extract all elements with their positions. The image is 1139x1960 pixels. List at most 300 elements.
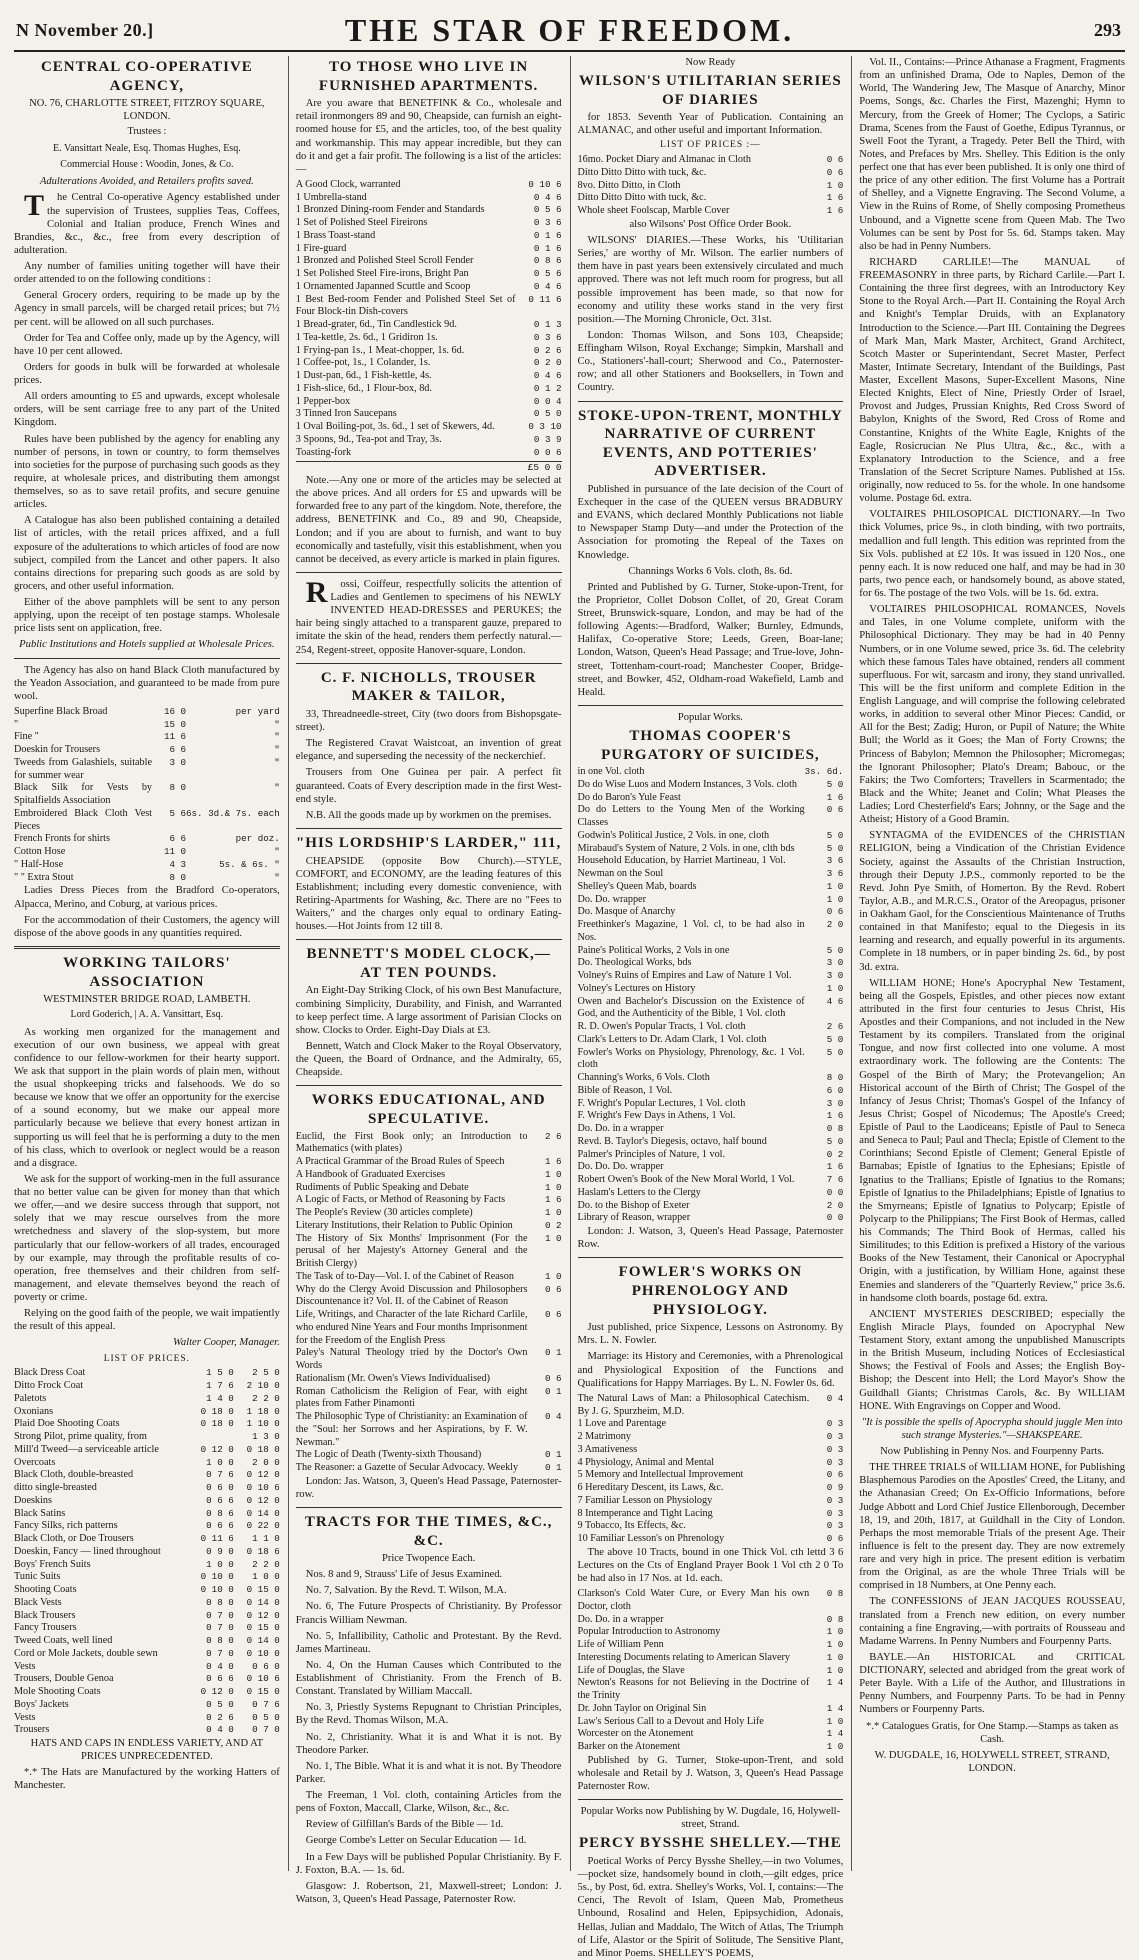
item-name: The Philosophic Type of Christianity: an Examination of the "Soul: her Sorrows and her Aspirations, by F. W. Newman." bbox=[295, 1411, 528, 1448]
item-price: 0 3 bbox=[826, 1507, 844, 1519]
wilson-para: London: Thomas Wilson, and Sons 103, Cheapside; Effingham Wilson, Royal Exchange; Simpkin, Marshall and Co., Stationers'-hall-court; Sherwood and Co., Paternoster-row; and all other Stationers and Booksellers, in Town and Country. bbox=[577, 329, 844, 394]
item-name: Haslam's Letters to the Clergy bbox=[577, 1186, 701, 1198]
item-name: Dr. John Taylor on Original Sin bbox=[577, 1702, 707, 1714]
item-name: 2 Matrimony bbox=[577, 1431, 631, 1443]
item-price: 0 2 6 bbox=[206, 1711, 234, 1723]
item-price: 0 1 bbox=[544, 1449, 562, 1461]
table-row bbox=[14, 1418, 280, 1431]
item-name: Library of Reason, wrapper bbox=[577, 1212, 691, 1224]
list-item: No. 4, On the Human Causes which Contributed to the Establishment of Christianity. From the French of B. Constant. Translated by William Maccall. bbox=[295, 1659, 562, 1698]
item-price: 2 5 0 bbox=[252, 1367, 280, 1379]
stoke-para: Channings Works 6 Vols. cloth, 8s. 6d. bbox=[628, 565, 793, 577]
table-row bbox=[578, 855, 844, 868]
coop-heading: CENTRAL CO-OPERATIVE AGENCY, bbox=[40, 59, 253, 94]
dugdale-para: Vol. II., Contains:—Prince Athanase a Fragment, Fragments from an unfinished Drama, Ode to Naples, Demon of the World, The Wandering Jew, The Masque of Anarchy, Minor Poems, Songs, &c. Charles the First, Mazenghi; Hymn to Mercury, from the Greek of Homer; The Cyclops, a Satiric Drama, Scenes from the Faust of Goethe, Edipus Tyrannus, or Swell Foot the Tyrant, a Tragedy. Peter Bell the Third, with Notes, and Prefaces by Mrs. Shelley. This Edition is the only perfect one that has ever been published. It is only one third of the price of any other edition. The first Volume has a Portrait of Shelley, and a Vignette Engraving. The Second Volume, a View in the Ruins of Rome, of Shelly composing Prometheus Unbound, and a Vignette scene from Queen Mab. The Two Volumes can be sent by Post for 5s. 6d. Stamps taken. May also be had in Penny Numbers. bbox=[859, 57, 1125, 252]
dugdale-para: RICHARD CARLILE!—The MANUAL of FREEMASONRY in three parts, by Richard Carlile.—Part I. Containing the three first degrees, with an Introductory Key Stone to the Royal Arch.—Part II. Containing the Royal Arch and Knight's Templar Druids, with an Explanatory Introduction to the Science.—Part III. Containing the Degrees of Mark Man, Mark Master, Architect, Grand Architect, Scotch Master or Superintendant, Secret Master, Perfect Master, Intimate Secretary, Intendant of the Buildings, Past Master, Excellent Masons, Super-Excellent Masons, Nine Elected Knights, Elect of Nine, Priestly Order of Israel, Provost and Judges, Prussian Knights, Red Cross Sword of Babylon, Knights of the Sword, Red Cross of Rome and Constantine, Knights of the White Eagle, Knights of the Eagle, Rosicrucian Ne Plus Ultra, &c., &c., with a Explanatory Introduction to the Science, and a free Translation of the Secret Scripture Names. Published at 15s. originally, now reduced to 5s. for the whole. In one handsome volume. Postage 6d. extra. bbox=[859, 256, 1125, 505]
table-row bbox=[296, 1233, 562, 1271]
item-price: 3s. 6d. bbox=[804, 766, 844, 778]
item-price: 0 6 bbox=[826, 906, 844, 918]
item-name: Black Cloth, or Doe Trousers bbox=[14, 1533, 134, 1545]
table-row bbox=[14, 1673, 280, 1686]
item-price: " bbox=[274, 731, 280, 743]
item-price: 6 6 bbox=[169, 744, 187, 756]
item-price: 0 8 0 bbox=[206, 1635, 234, 1647]
item-price: 0 2 bbox=[826, 1148, 844, 1160]
item-price: 0 2 0 bbox=[533, 357, 562, 369]
item-name: Overcoats bbox=[14, 1456, 56, 1468]
item-name: Shooting Coats bbox=[14, 1584, 77, 1596]
item-name: Do do Baron's Yule Feast bbox=[577, 791, 681, 803]
item-price: 16 0 bbox=[163, 705, 187, 717]
item-price: 0 0 bbox=[826, 1186, 844, 1198]
stoke-para: Printed and Published by G. Turner, Stoke-upon-Trent, for the Proprietor, Collet Dobson Collet, of 20, Great Coram Street, Brunswick-square, London, and may be had of the following Agents:—Bradford, Walker; Burnley, Edmunds, Halifax, Co-operative Store; Leeds, Green, Boar-lane; London, Watson, Queen's Head Passage; and True-love, John-street, Tottenham-court-road; Manchester Cooper, Bridge-street, and Bowker, 452, Oldham-road Wakefield, Lamb and Heald. bbox=[577, 581, 844, 698]
dugdale-para: VOLTAIRES PHILOSOPHICAL ROMANCES, Novels and Tales, in one Volume complete, uniform with the Philosophical Dictionary. They may be had in 40 Penny Numbers, or in one Volume sewed, price 3s. 6d. The celebrity which these famous Tales have obtained, renders all comment superfluous. For wit, sarcasm and irony, they stand unrivalled. This will be the first uniform and complete Edition in the English Language, and will comprise the following celebrated works, in addition to several other Minor Pieces: Candid, or All for the Best; Zadig; Huron, or Pupil of Nature; the White Bull; the World as it Goes; the Man of Forty Crowns; the Princess of Babylon; Memnon the Philosopher; Micromegas; the Ignorant Philosopher; Plato's Dream; Babouc, or the Fakirs; the Two Comforters; Travellers in Scarmentado; the Black and the White; Jeanet and Colin; What Pleases the Ladies; Lord Chesterfield's Ears; Johnny, or the Sage and the Atheist; History of a Good Bramin. bbox=[859, 604, 1125, 826]
item-name: The History of Six Months' Imprisonment (For the perusal of her Majesty's Attorney General and the British Clergy) bbox=[295, 1232, 528, 1269]
table-row bbox=[578, 154, 844, 167]
table-row bbox=[578, 894, 844, 907]
item-price: 6 6 bbox=[169, 833, 187, 845]
item-price: 0 14 0 bbox=[246, 1596, 280, 1608]
item-name: Vests bbox=[14, 1660, 36, 1672]
item-price: 8 0 bbox=[169, 871, 187, 883]
item-price: 0 14 0 bbox=[246, 1635, 280, 1647]
item-price: 1 0 bbox=[826, 1651, 844, 1663]
item-name: A Logic of Facts, or Method of Reasoning by Facts bbox=[295, 1194, 506, 1206]
item-name: 8 Intemperance and Tight Lacing bbox=[577, 1507, 713, 1519]
item-price: 2 0 0 bbox=[252, 1456, 280, 1468]
item-price: 1 0 bbox=[544, 1207, 562, 1218]
tracts-list bbox=[296, 1568, 562, 1786]
item-name: Popular Introduction to Astronomy bbox=[577, 1626, 721, 1638]
table-row bbox=[14, 757, 280, 783]
coop-para: Orders for goods in bulk will be forwarded at wholesale prices. bbox=[14, 361, 280, 387]
table-row bbox=[14, 1635, 280, 1648]
table-row bbox=[578, 1149, 844, 1162]
item-price: 0 8 bbox=[826, 1123, 844, 1135]
item-price: 0 7 6 bbox=[206, 1469, 234, 1481]
item-name: F. Wright's Popular Lectures, 1 Vol. cloth bbox=[577, 1097, 746, 1109]
item-price: 0 5 0 bbox=[252, 1711, 280, 1723]
table-row bbox=[14, 731, 280, 744]
item-name: Newman on the Soul bbox=[577, 868, 664, 880]
item-name: 1 Bronzed Dining-room Fender and Standards bbox=[295, 204, 485, 216]
item-name: Cord or Mole Jackets, double sewn bbox=[14, 1647, 158, 1659]
item-price: 1 6 bbox=[544, 1194, 562, 1206]
item-price: 0 8 0 bbox=[206, 1596, 234, 1608]
table-row bbox=[578, 192, 844, 205]
table-row bbox=[578, 919, 844, 945]
table-row bbox=[296, 1309, 562, 1347]
item-price: 0 4 bbox=[826, 1392, 844, 1404]
coop-para: All orders amounting to £5 and upwards, except wholesale orders, will be sent carriage free to any part of the United Kingdom. bbox=[14, 391, 280, 429]
item-name: Tunic Suits bbox=[14, 1571, 61, 1583]
item-price: 1 5 0 bbox=[206, 1367, 234, 1379]
item-price: 1 0 bbox=[826, 880, 844, 892]
dugdale-address: W. DUGDALE, 16, HOLYWELL STREET, STRAND, LONDON. bbox=[874, 1749, 1110, 1774]
item-price: 1 4 bbox=[826, 1702, 844, 1714]
table-row bbox=[296, 192, 562, 205]
table-row bbox=[14, 846, 280, 859]
item-price: per doz. bbox=[235, 833, 280, 845]
table-row bbox=[296, 345, 562, 358]
cloth-para: For the accommodation of their Customers, the agency will dispose of the above goods in any quantities required. bbox=[14, 914, 280, 939]
table-row bbox=[578, 1495, 844, 1508]
table-row bbox=[578, 766, 844, 779]
furnish-para: Are you aware that BENETFINK & Co., wholesale and retail ironmongers 89 and 90, Cheapside, can furnish an eight-roomed house for £5, and the articles, too, of the best quality and workmanship. This may appear incredible, but they can do it and get a fair profit. The following is a list of the articles:— bbox=[295, 98, 562, 175]
table-row bbox=[296, 255, 562, 268]
fowler-footer: Published by G. Turner, Stoke-upon-Trent, and sold wholesale and Retail by J. Watson, 3, Queen's Head Passage Paternoster Row. bbox=[577, 1754, 844, 1793]
item-name: Oxonians bbox=[14, 1405, 54, 1417]
item-price: 0 4 6 bbox=[533, 280, 562, 292]
tailors-heading: WORKING TAILORS' ASSOCIATION bbox=[63, 954, 231, 990]
item-price: 0 2 6 bbox=[533, 344, 562, 356]
stoke-heading: STOKE-UPON-TRENT, MONTHLY NARRATIVE OF CURRENT EVENTS, AND POTTERIES' ADVERTISER. bbox=[577, 407, 843, 480]
item-price: 0 15 0 bbox=[246, 1686, 280, 1698]
item-name: Barker on the Atonement bbox=[577, 1741, 681, 1753]
item-price: 1 10 0 bbox=[246, 1418, 280, 1430]
item-name: Interesting Documents relating to American Slavery bbox=[577, 1651, 790, 1663]
item-price: 4 3 bbox=[169, 858, 187, 870]
table-row bbox=[14, 1380, 280, 1393]
item-price: 0 7 0 bbox=[206, 1622, 234, 1634]
item-price: 0 22 0 bbox=[246, 1520, 280, 1532]
item-name: 5 Memory and Intellectual Improvement bbox=[577, 1469, 744, 1481]
fowler-list-2 bbox=[578, 1588, 844, 1754]
item-price: " bbox=[274, 744, 280, 756]
table-row bbox=[578, 906, 844, 919]
item-price: 0 8 6 bbox=[206, 1507, 234, 1519]
wilson-para: for 1853. Seventh Year of Publication. Containing an ALMANAC, and other useful and important Information. bbox=[577, 112, 844, 137]
column-2 bbox=[288, 56, 562, 1905]
item-name: F. Wright's Few Days in Athens, 1 Vol. bbox=[577, 1110, 736, 1122]
item-name: Do. Do. in a wrapper bbox=[577, 1123, 664, 1135]
nicholls-para: N.B. All the goods made up by workmen on the premises. bbox=[305, 809, 552, 821]
table-row bbox=[578, 1444, 844, 1457]
bennett-para: Bennett, Watch and Clock Maker to the Royal Observatory, the Queen, the Board of Ordnance, and the Admiralty, 65, Cheapside. bbox=[295, 1040, 562, 1079]
list-item: No. 1, The Bible. What it is and what it is not. By Theodore Parker. bbox=[295, 1760, 562, 1785]
item-name: " bbox=[14, 718, 19, 730]
furnish-price-table bbox=[296, 179, 562, 460]
list-item: No. 2, Christianity. What it is and What it is not. By Theodore Parker. bbox=[295, 1731, 562, 1756]
divider bbox=[578, 1799, 844, 1800]
table-row bbox=[14, 1584, 280, 1597]
item-price: 0 4 0 bbox=[206, 1724, 234, 1736]
item-price: 1 0 bbox=[544, 1270, 562, 1282]
table-row bbox=[14, 1686, 280, 1699]
item-price: 0 3 bbox=[826, 1456, 844, 1468]
item-price: 0 5 6 bbox=[533, 268, 562, 280]
table-row bbox=[578, 945, 844, 958]
table-row bbox=[14, 719, 280, 732]
table-row bbox=[578, 1072, 844, 1085]
divider bbox=[296, 1085, 562, 1086]
table-row bbox=[14, 782, 280, 808]
item-name: Black Trousers bbox=[14, 1609, 76, 1621]
table-row bbox=[14, 1520, 280, 1533]
item-price: 1 0 bbox=[826, 1664, 844, 1676]
table-row bbox=[578, 1482, 844, 1495]
table-row bbox=[296, 1386, 562, 1412]
coop-public-note: Public Institutions and Hotels supplied at Wholesale Prices. bbox=[19, 639, 275, 651]
furnish-total: £5 0 0 bbox=[296, 461, 562, 474]
item-name: The People's Review (30 articles complete) bbox=[295, 1207, 473, 1218]
item-name: 1 Oval Boiling-pot, 3s. 6d., 1 set of Skewers, 4d. bbox=[295, 421, 495, 433]
item-price: 0 2 bbox=[544, 1219, 562, 1231]
item-name: Fancy Silks, rich patterns bbox=[14, 1520, 118, 1532]
table-row bbox=[296, 230, 562, 243]
table-row bbox=[14, 1393, 280, 1406]
item-price: 0 15 0 bbox=[246, 1584, 280, 1596]
item-price: 11 0 bbox=[163, 846, 187, 858]
item-price: 0 4 6 bbox=[533, 370, 562, 382]
table-row bbox=[578, 205, 844, 218]
table-row bbox=[578, 1508, 844, 1521]
tracts-subheading: Price Twopence Each. bbox=[382, 1553, 476, 1565]
table-row bbox=[296, 1207, 562, 1220]
item-name: Vests bbox=[14, 1711, 36, 1723]
item-name: Why do the Clergy Avoid Discussion and Philosophers Discountenance it? Vol. II. of the Cabinet of Reason bbox=[295, 1283, 528, 1308]
divider bbox=[296, 663, 562, 664]
table-row bbox=[296, 1182, 562, 1195]
item-name: 1 Umbrella-stand bbox=[295, 191, 367, 203]
item-name: 1 Best Bed-room Fender and Polished Steel Set of Four Block-tin Dish-covers bbox=[295, 293, 516, 318]
item-price: 7 6 bbox=[826, 1174, 844, 1186]
item-price: 0 10 6 bbox=[246, 1673, 280, 1685]
item-price: " bbox=[274, 871, 280, 883]
item-price: 0 6 6 bbox=[206, 1673, 234, 1685]
item-price: 2 0 bbox=[826, 1199, 844, 1211]
item-name: ditto single-breasted bbox=[14, 1482, 97, 1494]
item-name: Ditto Ditto Ditto with tuck, &c. bbox=[577, 192, 707, 204]
dugdale-label: Popular Works now Publishing by W. Dugdale, 16, Holywell-street, Strand. bbox=[580, 1806, 841, 1831]
table-row bbox=[296, 1373, 562, 1386]
table-row bbox=[578, 167, 844, 180]
coop-trustees: E. Vansittart Neale, Esq. Thomas Hughes, Esq. bbox=[53, 142, 241, 154]
table-row bbox=[296, 1194, 562, 1207]
table-row bbox=[578, 1652, 844, 1665]
bennett-heading: BENNETT'S MODEL CLOCK,—AT TEN POUNDS. bbox=[306, 946, 551, 981]
nicholls-para: 33, Threadneedle-street, City (two doors from Bishopsgate-street). bbox=[295, 708, 562, 734]
item-name: 1 Coffee-pot, 1s., 1 Colander, 1s. bbox=[295, 357, 431, 369]
item-name: Superfine Black Broad bbox=[14, 705, 108, 717]
coop-motto: Adulterations Avoided, and Retailers profits saved. bbox=[39, 176, 254, 188]
wilson-para: WILSONS' DIARIES.—These Works, his 'Utilitarian Series,' are worthy of Mr. Wilson. The earlier numbers of them have in past years been extensively circulated and much approved. There was not left much room for progress, but all possible improvement has been made, so that now for economy and utility these works stand in the very first position.—The Morning Chronicle, Oct. 31st. bbox=[577, 235, 844, 325]
table-row bbox=[578, 1098, 844, 1111]
item-name: Ditto Ditto Ditto with tuck, &c. bbox=[577, 166, 707, 178]
table-row bbox=[296, 1284, 562, 1310]
table-row bbox=[296, 408, 562, 421]
item-name: Paletots bbox=[14, 1392, 47, 1404]
item-price: 5 0 bbox=[826, 944, 844, 956]
list-item: No. 7, Salvation. By the Revd. T. Wilson, M.A. bbox=[305, 1585, 507, 1597]
list-item: No. 5, Infallibility, Catholic and Protestant. By the Revd. James Martineau. bbox=[295, 1630, 562, 1655]
table-row bbox=[14, 1712, 280, 1725]
coop-para: Rules have been published by the agency for enabling any number of persons, in town or country, to form themselves into societies for the purpose of purchasing such goods as they require, at wholesale prices, and distributing them amongst themselves, so as to save retail profits, and secure genuine articles. bbox=[14, 433, 280, 511]
item-price: 1 6 bbox=[826, 192, 844, 204]
item-name: Clarkson's Cold Water Cure, or Every Man his own Doctor, cloth bbox=[577, 1588, 810, 1612]
item-price: 2 10 0 bbox=[246, 1380, 280, 1392]
columns bbox=[14, 56, 1125, 1959]
item-name: 3 Amativeness bbox=[577, 1443, 638, 1455]
works-list bbox=[296, 1131, 562, 1475]
item-price: " bbox=[274, 718, 280, 730]
table-row bbox=[296, 396, 562, 409]
item-price: 1 3 0 bbox=[252, 1431, 280, 1443]
coop-para: Order for Tea and Coffee only, made up by the Agency, will have 10 per cent allowed. bbox=[14, 332, 280, 357]
divider bbox=[14, 946, 280, 949]
table-row bbox=[578, 843, 844, 856]
dugdale-para: The CONFESSIONS of JEAN JACQUES ROUSSEAU, translated from a French new edition, on every number containing a fine Engraving,—with portraits of Rousseau and Madame Warrens. In Penny Numbers and Fourpenny Parts. bbox=[859, 1596, 1125, 1647]
item-price: 0 4 6 bbox=[533, 191, 562, 203]
item-name: Worcester on the Atonement bbox=[577, 1728, 694, 1740]
dugdale-quote: "It is possible the spells of Apocrypha should juggle Men into such strange Mysteries."—SHAKSPEARE. bbox=[861, 1416, 1123, 1441]
larder-heading: "HIS LORDSHIP'S LARDER," 111, bbox=[295, 834, 562, 851]
coop-para: Either of the above pamphlets will be sent to any person applying, upon the receipt of ten postage stamps. Wholesale price lists sent on application, free. bbox=[14, 597, 280, 635]
item-price: 0 6 bbox=[544, 1283, 562, 1295]
table-row bbox=[578, 996, 844, 1022]
item-price: 1 6 bbox=[826, 1110, 844, 1122]
item-price: 1 0 bbox=[544, 1168, 562, 1180]
cloth-para: The Agency has also on hand Black Cloth manufactured by the Yeadon Association, and guaranteed to be made from pure wool. bbox=[14, 664, 280, 702]
item-price bbox=[188, 1431, 234, 1444]
item-name: Roman Catholicism the Religion of Fear, with eight plates from Father Pinamonti bbox=[295, 1385, 528, 1410]
item-name: Strong Pilot, prime quality, from bbox=[14, 1431, 147, 1443]
item-name: 3 Spoons, 9d., Tea-pot and Tray, 3s. bbox=[295, 433, 442, 445]
item-price: 1 0 bbox=[544, 1181, 562, 1193]
item-price: 1 0 0 bbox=[252, 1571, 280, 1583]
table-row bbox=[14, 706, 280, 719]
item-price: 0 7 0 bbox=[252, 1724, 280, 1736]
item-price: 2 6 bbox=[826, 1021, 844, 1033]
list-item: Nos. 8 and 9, Strauss' Life of Jesus Examined. bbox=[305, 1569, 503, 1581]
table-row bbox=[578, 1110, 844, 1123]
shelley-para: Poetical Works of Percy Bysshe Shelley,—in two Volumes,—pocket size, handsomely bound in cloth,—gilt edges, price 5s., by Post, 6d. extra. Shelley's Works, Vol. I, contains:—The Cenci, The Revolt of Islam, Queen Mab, Prometheus Unbound, Rosalind and Helen, Epipsychidion, Adonais, Hellas, Julian and Maddalo, The Witch of Atlas, The Triumph of Life, Alastor or the Spirit of Solitude, The Sensitive Plant, and Minor Poems. SHELLEY'S POEMS, bbox=[577, 1855, 844, 1959]
item-price: 5 0 bbox=[826, 1033, 844, 1045]
item-price: per yard bbox=[235, 705, 280, 717]
table-row bbox=[296, 421, 562, 434]
item-price: 0 1 bbox=[544, 1385, 562, 1397]
rossi-advert: Rossi, Coiffeur, respectfully solicits the attention of Ladies and Gentlemen to specimens of his NEWLY INVENTED HEAD-DRESSES and PERUKES; the hair being singly attached to a transparent gauze, prepared to imitate the skin of the head, renders them perfectly natural.—254, Regent-street, opposite Hanover-square, London. bbox=[295, 575, 562, 656]
item-name: Fine " bbox=[14, 731, 39, 743]
item-name: Tweeds from Galashiels, suitable for summer wear bbox=[14, 756, 153, 781]
item-price: 0 3 bbox=[826, 1494, 844, 1506]
table-row bbox=[14, 1444, 280, 1457]
table-row bbox=[578, 1588, 844, 1614]
item-price: 0 6 6 bbox=[206, 1494, 234, 1506]
item-price: 0 1 6 bbox=[533, 242, 562, 254]
table-row bbox=[578, 804, 844, 830]
table-row bbox=[578, 1418, 844, 1431]
item-name: 1 Frying-pan 1s., 1 Meat-chopper, 1s. 6d. bbox=[295, 344, 465, 356]
table-row bbox=[14, 1622, 280, 1635]
tailors-price-table bbox=[14, 1367, 280, 1737]
table-row bbox=[296, 370, 562, 383]
table-row bbox=[14, 1724, 280, 1737]
item-price: 6 0 bbox=[826, 1084, 844, 1096]
table-row bbox=[578, 1614, 844, 1627]
cloth-para: Ladies Dress Pieces from the Bradford Co-operators, Alpacca, Merino, and Coburg, at various prices. bbox=[14, 885, 280, 910]
item-price: 1 4 bbox=[826, 1728, 844, 1740]
furnish-heading: TO THOSE WHO LIVE IN FURNISHED APARTMENTS. bbox=[318, 59, 539, 94]
item-name: French Fronts for shirts bbox=[14, 833, 110, 845]
table-row bbox=[296, 357, 562, 370]
table-row bbox=[578, 1123, 844, 1136]
item-name: Life of William Penn bbox=[577, 1639, 664, 1651]
item-name: Owen and Bachelor's Discussion on the Existence of God, and the Authenticity of the Bible, 1 Vol. cloth bbox=[577, 995, 805, 1020]
item-price: 0 3 bbox=[826, 1443, 844, 1455]
item-price: 0 18 0 bbox=[246, 1443, 280, 1455]
item-price: 0 11 6 bbox=[528, 293, 562, 305]
item-price: 3 6 bbox=[826, 855, 844, 867]
table-row bbox=[296, 332, 562, 345]
tailors-address: WESTMINSTER BRIDGE ROAD, LAMBETH. bbox=[43, 994, 251, 1006]
table-row bbox=[578, 792, 844, 805]
item-name: Robert Owen's Book of the New Moral World, 1 Vol. bbox=[577, 1174, 795, 1186]
item-price: 0 9 0 bbox=[206, 1545, 234, 1557]
item-name: Palmer's Principles of Nature, 1 vol. bbox=[577, 1148, 726, 1160]
item-price: 1 6 bbox=[826, 1161, 844, 1173]
tailors-trustees: Lord Goderich, | A. A. Vansittart, Esq. bbox=[70, 1009, 224, 1021]
table-row bbox=[578, 1187, 844, 1200]
item-name: Law's Serious Call to a Devout and Holy Life bbox=[577, 1715, 764, 1727]
table-row bbox=[578, 970, 844, 983]
item-name: Do. Do. wrapper bbox=[577, 893, 646, 905]
item-price: 0 1 bbox=[544, 1347, 562, 1359]
item-name: 6 Hereditary Descent, its Laws, &c. bbox=[577, 1482, 724, 1494]
item-price: 1 6 bbox=[826, 791, 844, 803]
item-price: 0 1 2 bbox=[533, 382, 562, 394]
table-row bbox=[296, 204, 562, 217]
item-price: 0 1 bbox=[544, 1462, 562, 1473]
item-price: " bbox=[274, 846, 280, 858]
item-price: 1 0 bbox=[826, 982, 844, 994]
column-4 bbox=[851, 56, 1125, 1871]
table-row bbox=[578, 1431, 844, 1444]
item-price: 0 5 0 bbox=[206, 1698, 234, 1710]
item-price: 0 15 0 bbox=[246, 1622, 280, 1634]
newspaper-title: THE STAR OF FREEDOM. bbox=[344, 12, 795, 48]
item-price: 1 7 6 bbox=[206, 1380, 234, 1392]
table-row bbox=[14, 1546, 280, 1559]
item-name: Newton's Reasons for not Believing in the Doctrine of the Trinity bbox=[577, 1677, 810, 1702]
table-row bbox=[296, 179, 562, 192]
item-price: 0 0 4 bbox=[533, 395, 562, 407]
cooper-heading: THOMAS COOPER'S PURGATORY OF SUICIDES, bbox=[601, 727, 820, 763]
wilson-price-table bbox=[578, 154, 844, 218]
table-row bbox=[14, 744, 280, 757]
item-price: 0 0 bbox=[826, 1212, 844, 1224]
item-price: 5 0 bbox=[826, 842, 844, 854]
item-name: 4 Physiology, Animal and Mental bbox=[577, 1456, 715, 1468]
item-name: Literary Institutions, their Relation to Public Opinion bbox=[295, 1219, 513, 1231]
item-price: 0 9 bbox=[826, 1482, 844, 1494]
item-name: Tweed Coats, well lined bbox=[14, 1635, 113, 1647]
item-name: Ditto Frock Coat bbox=[14, 1380, 84, 1392]
item-name: in one Vol. cloth bbox=[577, 766, 645, 778]
item-price: 0 6 bbox=[826, 154, 844, 166]
table-row bbox=[578, 1533, 844, 1546]
item-name: Do do Wise Luos and Modern Instances, 3 Vols. cloth bbox=[577, 778, 797, 790]
item-price: 2 0 bbox=[826, 919, 844, 931]
dugdale-para: SYNTAGMA of the EVIDENCES of the CHRISTIAN RELIGION, being a Vindication of the Christian Evidence Society, against the Assaults of the Christian Instruction, through their Deputy J.P.S., commonly reported to be the Revd. John Pye Smith, of Homerton. By the Revd. Robert Taylor, A.B., and M.R.C.S., Orator of the Areopagus, prisoner in Oakham Gaol, for the Conscientious Maintenance of Truths contained in that Manifesto; equal to the Diegesis in its learning and research, and equally powerful in its arguments. Complete in 18 numbers, or in paper binding 2s. 6d., by post 3d. extra. bbox=[859, 830, 1125, 973]
item-price: 0 18 0 bbox=[200, 1418, 234, 1430]
item-name: A Practical Grammar of the Broad Rules of Speech bbox=[295, 1156, 505, 1167]
item-name: Do. to the Bishop of Exeter bbox=[577, 1199, 690, 1211]
table-row bbox=[296, 1347, 562, 1373]
table-row bbox=[578, 1174, 844, 1187]
item-name: Rudiments of Public Speaking and Debate bbox=[295, 1181, 469, 1193]
item-name: Black Vests bbox=[14, 1596, 62, 1608]
